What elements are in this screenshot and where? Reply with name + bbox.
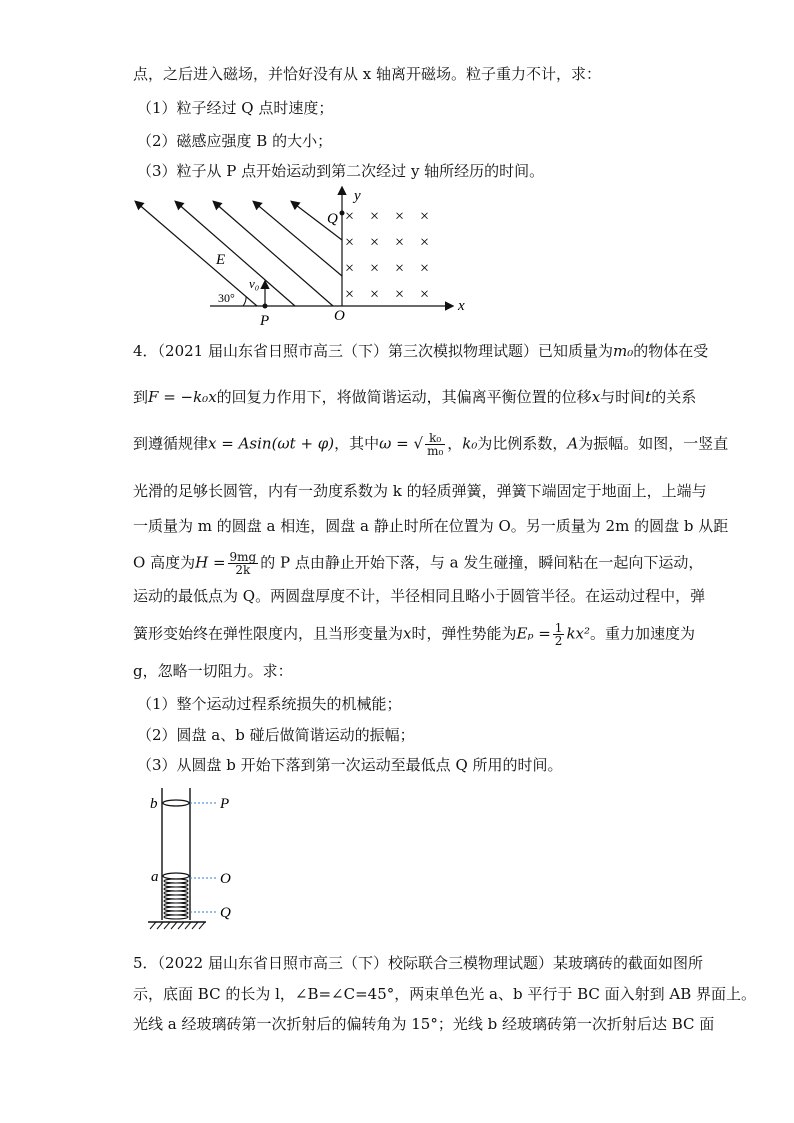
label-angle: 30° [218,291,235,305]
text: 时，弹性势能为 [411,624,517,643]
text: 。重力加速度为 [590,624,696,643]
q4-line-1 [133,341,708,361]
cross-mark: × [395,286,405,303]
q4-line-9: g，忽略一切阻力。求： [133,662,293,680]
frac-den: m₀ [427,444,444,458]
q4-line-8 [133,622,695,647]
text: 为振幅。如图，一竖直 [578,434,729,453]
angle-arc [243,296,246,306]
q4-tube-figure [140,786,250,936]
text: 为比例系数， [477,434,568,453]
math-kx2: kx² [566,624,590,643]
text: 的关系 [651,388,697,406]
cross-mark: × [345,286,355,303]
point-p [263,304,268,309]
frac-num: 9mg [229,550,257,564]
text: 的回复力作用下，将做简谐运动，其偏离平衡位置的位移 [216,388,592,406]
label-q: Q [220,905,231,921]
text: 已知质量为 [538,342,614,360]
disk-a [163,873,189,879]
math-ep: Eₚ = [516,624,551,643]
q4-line-7: 运动的最低点为 Q。两圆盘厚度不计，半径相同且略小于圆管半径。在运动过程中，弹 [133,587,706,605]
label-e: E [216,252,226,268]
half-fraction [553,622,565,647]
math-m0: m₀ [613,342,634,360]
q5-line-2: 示，底面 BC 的长为 l，∠B=∠C=45°，两束单色光 a、b 平行于 BC 面入射到 AB 界面上。 [133,985,757,1003]
q4-number: 4． [133,342,158,360]
cross-mark: × [370,234,380,251]
label-x: x [458,298,465,314]
q4-line-6: O 高度为H = $\frac{9mg}{2k}$ 的 P 点由静止开始下落，与 a 发生碰撞，瞬间粘在一起向下运动， [133,550,704,577]
cross-mark: × [395,260,405,277]
q4-line-5: 一质量为 m 的圆盘 a 相连，圆盘 a 静止时所在位置为 O。另一质量为 2m 的圆盘 b 从距 [133,517,729,535]
q5-line-1: 5．（2022 届山东省日照市高三（下）校际联合三模物理试题）某玻璃砖的截面如图所 [133,954,703,972]
cross-mark: × [370,260,380,277]
q4-line-4: 光滑的足够长圆管，内有一劲度系数为 k 的轻质弹簧，弹簧下端固定于地面上，上端与 [133,482,707,500]
cross-mark: × [395,234,405,251]
q4-part-1: （1）整个运动过程系统损失的机械能； [137,695,402,713]
q5-line-3: 光线 a 经玻璃砖第一次折射后的偏转角为 15°；光线 b 经玻璃砖第一次折射后达 BC 面 [133,1015,715,1033]
frac-num: 1 [554,621,563,635]
label-o: O [334,308,345,324]
text: 簧形变始终在弹性限度内，且当形变量为 [133,624,404,643]
label-a: a [151,869,159,885]
spring [164,879,188,919]
q3-intro: 点，之后进入磁场，并恰好没有从 x 轴离开磁场。粒子重力不计，求： [133,65,601,83]
magnetic-field [345,208,429,303]
ground-hatch [150,922,205,929]
text: 到 [133,388,149,406]
label-v0: v₀ [249,276,260,291]
frac-den: 2 [554,634,563,648]
q4-part-2: （2）圆盘 a、b 碰后做简谐运动的振幅； [137,726,415,744]
field-line [136,202,260,306]
cross-mark: × [420,260,430,277]
q3-part-2: （2）磁感应强度 B 的大小； [137,132,333,150]
q4-line-3: 到遵循规律x = Asin(ωt + φ)，其中ω = √ $\frac{\text{k₀}}{\text{m₀}}$ ，k₀为比例系数，A为振幅。如图，一竖直 [133,431,729,458]
cross-mark: × [420,234,430,251]
cross-mark: × [370,286,380,303]
label-p: P [220,796,230,812]
cross-mark: × [345,234,355,251]
text: ，其中 [334,434,380,453]
label-o: O [220,871,231,887]
cross-mark: × [345,260,355,277]
label-y: y [354,188,361,204]
text: 与时间 [600,388,646,406]
sqrt-fraction [425,432,445,457]
frac-num: k₀ [425,432,445,445]
math-x: x [591,388,601,406]
disk-b [163,800,189,806]
label-b: b [150,796,158,812]
math-omega: ω = [379,434,409,453]
cross-mark: × [395,208,405,225]
label-q: Q [327,211,338,227]
cross-mark: × [345,208,355,225]
text: 的物体在受 [633,342,709,360]
q3-part-3: （3）粒子从 P 点开始运动到第二次经过 y 轴所经历的时间。 [137,162,545,180]
math-k0: k₀ [462,434,478,453]
math-law: x = Asin(ωt + φ) [208,434,335,453]
field-line [176,202,295,306]
cross-mark: × [370,208,380,225]
q4-source: （2021 届山东省日照市高三（下）第三次模拟物理试题） [157,342,538,360]
text: 到遵循规律 [133,434,209,453]
frac-den: 2k [235,563,251,577]
h-fraction [228,551,259,576]
label-p: P [260,313,270,329]
q4-part-3: （3）从圆盘 b 开始下落到第一次运动至最低点 Q 所用的时间。 [137,756,563,774]
q4-line-2: 到F = −k₀x的回复力作用下，将做简谐运动，其偏离平衡位置的位移x与时间t的关系 [133,388,697,406]
point-q [340,211,345,216]
text: 的 P 点由静止开始下落，与 a 发生碰撞，瞬间粘在一起向下运动， [260,553,704,572]
math-x: x [403,624,412,643]
math-force: F = −k₀x [148,388,217,406]
cross-mark: × [420,208,430,225]
text: O 高度为 [133,553,196,572]
q3-part-1: （1）粒子经过 Q 点时速度； [137,99,334,117]
cross-mark: × [420,286,430,303]
q3-field-figure [120,180,470,330]
